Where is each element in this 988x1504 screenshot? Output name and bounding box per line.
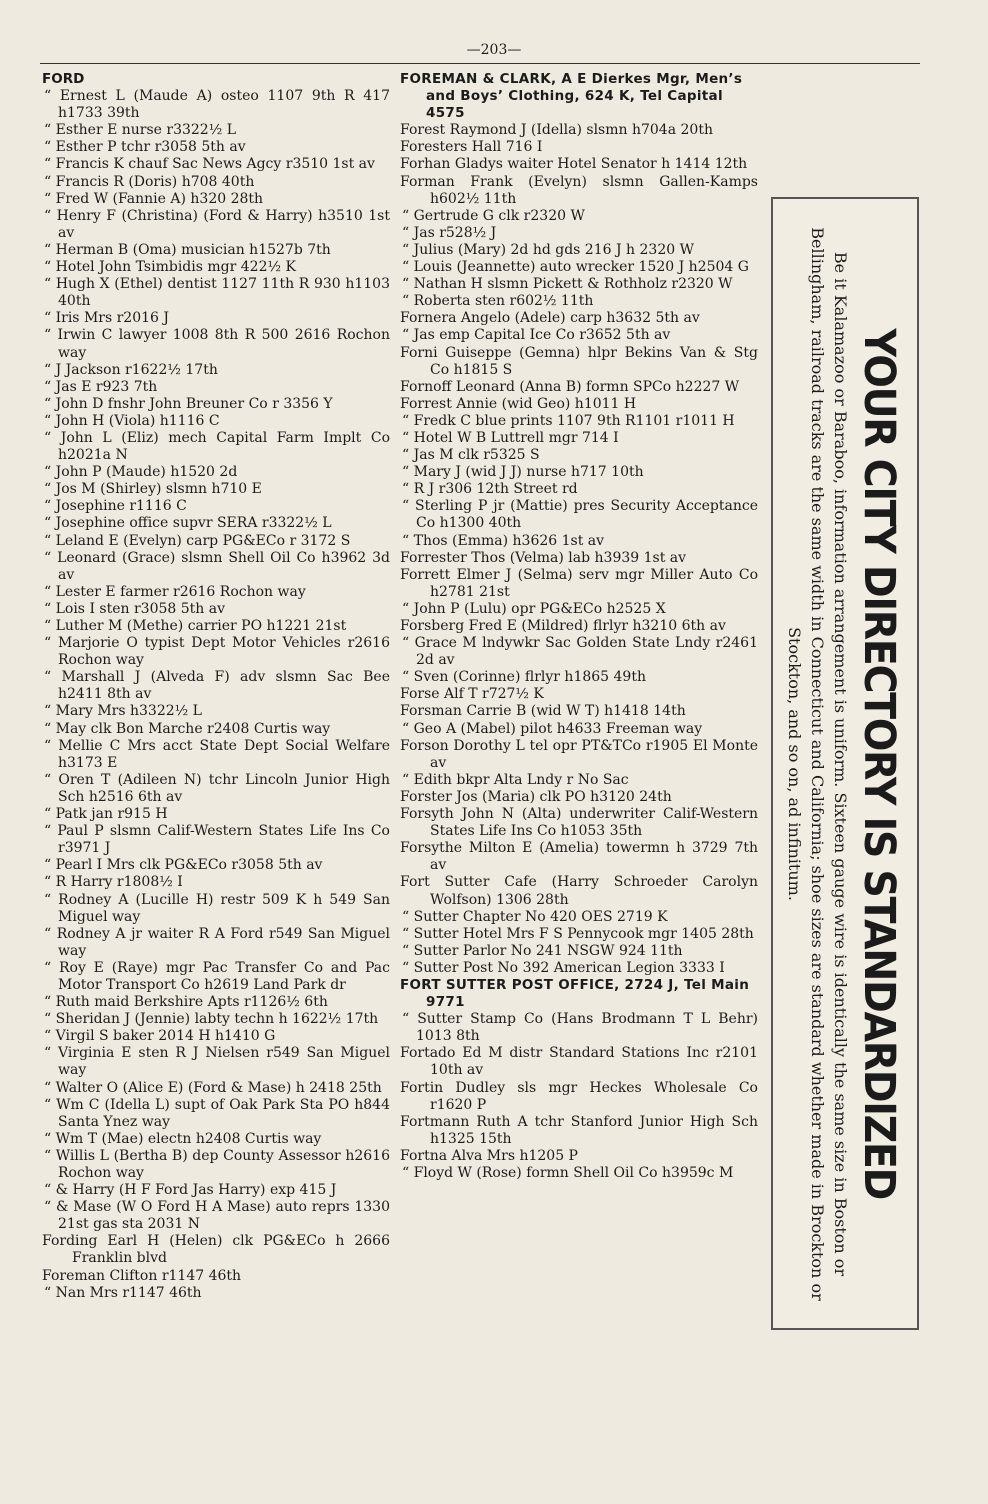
listing-entry: “ Louis (Jeannette) auto wrecker 1520 J h2504 G: [402, 259, 749, 276]
listing-entry: Forsyth John N (Alta) underwriter Calif-Western States Life Ins Co h1053 35th: [400, 806, 758, 840]
listing-entry: “ Luther M (Methe) carrier PO h1221 21st: [44, 618, 347, 634]
listing-entry: Forman Frank (Evelyn) slsmn Gallen-Kamps h602½ 11th: [400, 173, 758, 207]
listing-entry: “ Sutter Parlor No 241 NSGW 924 11th: [402, 942, 683, 959]
listing-entry: Forhan Gladys waiter Hotel Senator h 1414 12th: [400, 156, 748, 173]
listing-entry: “ Fred W (Fannie A) h320 28th: [44, 190, 264, 207]
listing-entry: “ May clk Bon Marche r2408 Curtis way: [44, 720, 331, 737]
listing-entry: Forse Alf T r727½ K: [400, 686, 544, 703]
listing-entry: “ Sutter Hotel Mrs F S Pennycook mgr 1405 28th: [402, 925, 754, 942]
listing-entry: “ Jas r528½ J: [402, 224, 497, 241]
listing-entry: “ Hotel John Tsimbidis mgr 422½ K: [44, 259, 296, 276]
listing-entry: “ Patk jan r915 H: [44, 806, 168, 823]
listing-entry: “ Oren T (Adileen N) tchr Lincoln Junior High Sch h2516 6th av: [44, 771, 390, 805]
listing-entry: Fortna Alva Mrs h1205 P: [400, 1147, 578, 1164]
left-entries: [42, 88, 390, 1302]
listing-entry: “ Lois I sten r3058 5th av: [44, 600, 226, 617]
listing-heading: FORT SUTTER POST OFFICE, 2724 J, Tel Main 9771: [400, 976, 750, 1011]
listing-entry: “ Jas emp Capital Ice Co r3652 5th av: [402, 327, 671, 344]
listing-entry: Forson Dorothy L tel opr PT&TCo r1905 El Monte av: [400, 737, 758, 771]
listing-entry: Forster Jos (Maria) clk PO h3120 24th: [400, 788, 672, 805]
listing-entry: Forrest Annie (wid Geo) h1011 H: [400, 395, 637, 412]
listing-entry: “ Paul P slsmn Calif-Western States Life Ins Co r3971 J: [44, 823, 390, 857]
listing-entry: “ Nathan H slsmn Pickett & Rothholz r2320 W: [402, 276, 733, 293]
listing-entry: “ Sheridan J (Jennie) labty techn h 1622½ 17th: [44, 1011, 379, 1028]
listing-entry: “ Thos (Emma) h3626 1st av: [402, 532, 605, 549]
listing-entry: Fortin Dudley sls mgr Heckes Wholesale Co r1620 P: [400, 1079, 758, 1113]
listing-entry: “ Sterling P jr (Mattie) pres Security Acceptance Co h1300 40th: [402, 498, 758, 532]
listing-entry: “ Rodney A (Lucille H) restr 509 K h 549 San Miguel way: [44, 891, 390, 925]
listing-entry: “ Leonard (Grace) slsmn Shell Oil Co h3962 3d av: [44, 549, 390, 583]
listing-entry: “ Wm T (Mae) electn h2408 Curtis way: [44, 1130, 322, 1147]
listing-entry: “ Sutter Post No 392 American Legion 3333 I: [402, 959, 725, 976]
listing-entry: “ Jas M clk r5325 S: [402, 447, 540, 464]
listing-entry: Fortado Ed M distr Standard Stations Inc r2101 10th av: [400, 1045, 758, 1079]
listing-entry: “ J Jackson r1622½ 17th: [44, 361, 218, 378]
listing-entry: Forsythe Milton E (Amelia) towermn h 3729 7th av: [400, 840, 758, 874]
listing-entry: Forsman Carrie B (wid W T) h1418 14th: [400, 703, 686, 720]
page-number: —203—: [466, 42, 522, 58]
listing-entry: “ Virgil S baker 2014 H h1410 G: [44, 1028, 276, 1045]
listing-entry: “ John P (Lulu) opr PG&ECo h2525 X: [402, 600, 666, 617]
listing-entry: “ Francis K chauf Sac News Agcy r3510 1st av: [44, 156, 375, 173]
standardized-advert-box: [771, 197, 919, 1330]
listing-entry: “ Josephine r1116 C: [44, 498, 187, 515]
listing-entry: Forni Guiseppe (Gemna) hlpr Bekins Van & Stg Co h1815 S: [400, 344, 758, 378]
listing-entry: “ Marjorie O typist Dept Motor Vehicles r2616 Rochon way: [44, 635, 390, 669]
listing-entry: Fort Sutter Cafe (Harry Schroeder Carolyn Wolfson) 1306 28th: [400, 874, 758, 908]
listing-entry: “ Wm C (Idella L) supt of Oak Park Sta PO h844 Santa Ynez way: [44, 1096, 390, 1130]
listing-entry: “ Rodney A jr waiter R A Ford r549 San Miguel way: [44, 925, 390, 959]
listing-entry: “ Irwin C lawyer 1008 8th R 500 2616 Rochon way: [44, 327, 390, 361]
listing-entry: “ Jas E r923 7th: [44, 378, 158, 395]
listing-entry: “ Esther E nurse r3322½ L: [44, 122, 237, 139]
listing-entry: “ Hotel W B Luttrell mgr 714 I: [402, 429, 619, 446]
listing-entry: “ R Harry r1808½ I: [44, 874, 183, 891]
listing-entry: “ Edith bkpr Alta Lndy r No Sac: [402, 771, 629, 788]
left-column: [42, 71, 390, 1302]
listing-entry: “ Herman B (Oma) musician h1527b 7th: [44, 241, 331, 258]
listing-entry: Fornoff Leonard (Anna B) formn SPCo h2227 W: [400, 378, 740, 395]
listing-entry: “ & Mase (W O Ford H A Mase) auto reprs 1330 21st gas sta 2031 N: [44, 1199, 390, 1233]
listing-entry: Foresters Hall 716 I: [400, 139, 543, 156]
listing-entry: “ Roberta sten r602½ 11th: [402, 293, 594, 310]
listing-entry: “ & Harry (H F Ford Jas Harry) exp 415 J: [44, 1182, 337, 1199]
listing-entry: “ Floyd W (Rose) formn Shell Oil Co h3959c M: [402, 1165, 734, 1181]
listing-entry: “ Mellie C Mrs acct State Dept Social Welfare h3173 E: [44, 737, 390, 771]
listing-entry: “ John L (Eliz) mech Capital Farm Implt Co h2021a N: [44, 429, 390, 464]
listing-entry: “ John D fnshr John Breuner Co r 3356 Y: [44, 395, 333, 412]
listing-entry: “ Hugh X (Ethel) dentist 1127 11th R 930 h1103 40th: [44, 276, 390, 310]
listing-entry: “ Ernest L (Maude A) osteo 1107 9th R 417 h1733 39th: [44, 88, 390, 122]
listing-entry: “ Virginia E sten R J Nielsen r549 San Miguel way: [44, 1045, 390, 1079]
listing-entry: “ Roy E (Raye) mgr Pac Transfer Co and Pac Motor Transport Co h2619 Land Park dr: [44, 959, 390, 993]
listing-entry: “ Ruth maid Berkshire Apts r1126½ 6th: [44, 994, 328, 1011]
listing-entry: Fording Earl H (Helen) clk PG&ECo h 2666 Franklin blvd: [42, 1233, 390, 1267]
column-heading: FORD: [42, 71, 85, 87]
right-column: [400, 71, 758, 1182]
listing-entry: “ Esther P tchr r3058 5th av: [44, 139, 246, 156]
advert-title: YOUR CITY DIRECTORY IS STANDARDIZED: [854, 328, 905, 1199]
listing-entry: “ Fredk C blue prints 1107 9th R1101 r1011 H: [402, 412, 735, 429]
listing-entry: “ Iris Mrs r2016 J: [44, 310, 169, 327]
listing-entry: Forrester Thos (Velma) lab h3939 1st av: [400, 549, 687, 566]
listing-entry: “ Sven (Corinne) flrlyr h1865 49th: [402, 669, 646, 686]
listing-entry: “ Lester E farmer r2616 Rochon way: [44, 583, 306, 600]
advert-rotated-content: [775, 206, 915, 1321]
listing-entry: “ Henry F (Christina) (Ford & Harry) h3510 1st av: [44, 207, 390, 241]
header-rule: [40, 63, 920, 64]
listing-entry: “ Leland E (Evelyn) carp PG&ECo r 3172 S: [44, 532, 351, 549]
listing-entry: “ Pearl I Mrs clk PG&ECo r3058 5th av: [44, 857, 323, 874]
listing-entry: “ Josephine office supvr SERA r3322½ L: [44, 515, 332, 532]
listing-entry: “ Nan Mrs r1147 46th: [44, 1284, 202, 1301]
listing-entry: “ Geo A (Mabel) pilot h4633 Freeman way: [402, 720, 703, 737]
listing-entry: “ R J r306 12th Street rd: [402, 481, 578, 498]
listing-entry: Foreman Clifton r1147 46th: [42, 1267, 242, 1284]
listing-entry: “ John H (Viola) h1116 C: [44, 412, 220, 429]
listing-entry: “ Marshall J (Alveda F) adv slsmn Sac Bee h2411 8th av: [44, 669, 390, 703]
advert-body: Be it Kalamazoo or Baraboo, information arrangement is uniform. Sixteen gauge wire is identically the same size in Boston or Bellingham, railroad tracks are the same width in Connecticut and California; shoe sizes are standard whether made in Brockton or Stockton, and so on, ad infinitum.: [785, 226, 851, 1301]
listing-entry: Forest Raymond J (Idella) slsmn h704a 20th: [400, 122, 713, 139]
listing-entry: Forsberg Fred E (Mildred) flrlyr h3210 6th av: [400, 618, 726, 634]
listing-entry: “ Willis L (Bertha B) dep County Assessor h2616 Rochon way: [44, 1147, 390, 1181]
listing-entry: “ Sutter Chapter No 420 OES 2719 K: [402, 908, 668, 925]
listing-entry: “ Jos M (Shirley) slsmn h710 E: [44, 481, 262, 498]
listing-entry: “ Mary J (wid J J) nurse h717 10th: [402, 464, 644, 481]
listing-heading: FOREMAN & CLARK, A E Dierkes Mgr, Men’s and Boys’ Clothing, 624 K, Tel Capital 4575: [400, 71, 743, 122]
listing-entry: “ John P (Maude) h1520 2d: [44, 464, 238, 481]
listing-entry: “ Walter O (Alice E) (Ford & Mase) h 2418 25th: [44, 1079, 382, 1096]
listing-entry: Forrett Elmer J (Selma) serv mgr Miller Auto Co h2781 21st: [400, 566, 758, 600]
listing-entry: “ Mary Mrs h3322½ L: [44, 703, 202, 720]
listing-entry: Fornera Angelo (Adele) carp h3632 5th av: [400, 310, 700, 327]
listing-entry: “ Gertrude G clk r2320 W: [402, 207, 585, 224]
listing-entry: “ Grace M lndywkr Sac Golden State Lndy r2461 2d av: [402, 635, 758, 669]
listing-entry: “ Sutter Stamp Co (Hans Brodmann T L Behr) 1013 8th: [402, 1011, 758, 1045]
listing-entry: “ Francis R (Doris) h708 40th: [44, 173, 255, 190]
listing-entry: Fortmann Ruth A tchr Stanford Junior High Sch h1325 15th: [400, 1113, 758, 1147]
right-entries: [400, 71, 758, 1182]
listing-entry: “ Julius (Mary) 2d hd gds 216 J h 2320 W: [402, 241, 694, 258]
